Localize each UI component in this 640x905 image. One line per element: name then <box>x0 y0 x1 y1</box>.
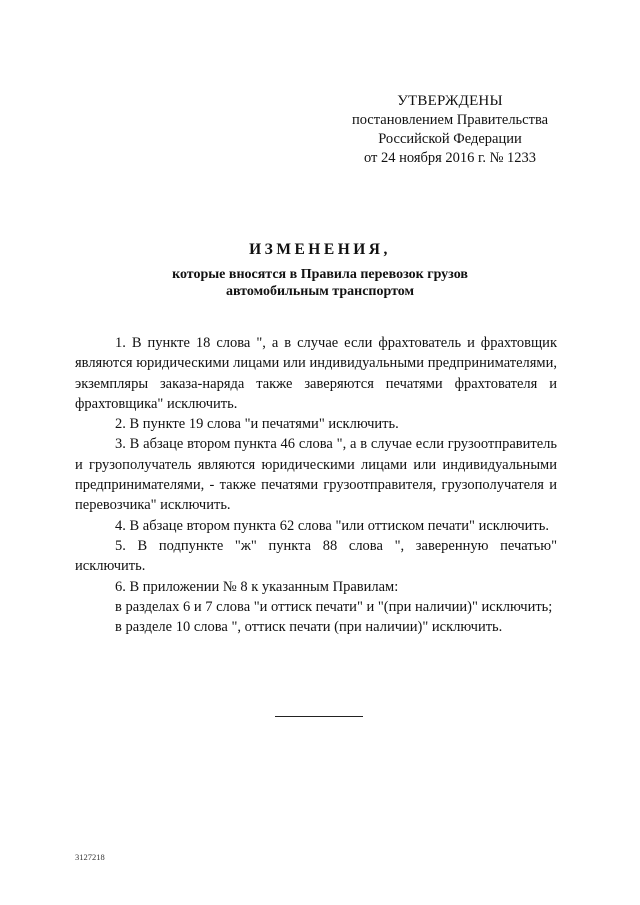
paragraph-6: 6. В приложении № 8 к указанным Правилам: <box>115 578 399 595</box>
approval-line-1: постановлением Правительства <box>351 112 549 128</box>
document-title-block <box>75 240 565 300</box>
approval-line-2: Российской Федерации <box>378 131 522 147</box>
subtitle-line-2: автомобильным транспортом <box>225 284 415 299</box>
end-separator-line <box>275 716 363 717</box>
document-title: ИЗМЕНЕНИЯ, <box>249 241 391 258</box>
paragraph-1: 1. В пункте 18 слова ", а в случае если фрахтователь и фрахтовщик являются юридическими лицами или индивидуальными предпринимателями, экземпляры заказа-наряда также заверяются печатями фрахтователя и фрахтовщика" исключить. <box>75 335 557 412</box>
approval-date-number: от 24 ноября 2016 г. № 1233 <box>363 150 537 166</box>
subtitle-line-1: которые вносятся в Правила перевозок грузов <box>172 267 468 282</box>
paragraph-3: 3. В абзаце втором пункта 46 слова ", а в случае если грузоотправитель и грузополучатель являются юридическими лицами или индивидуальными предпринимателями, - также печатями грузоотправителя, грузополучателя и перевозчика" исключить. <box>75 436 557 514</box>
paragraph-5: 5. В подпункте "ж" пункта 88 слова ", заверенную печатью" исключить. <box>75 537 557 575</box>
paragraph-2: 2. В пункте 19 слова "и печатями" исключить. <box>115 416 399 433</box>
paragraph-6-subitem-1: в разделах 6 и 7 слова "и оттиск печати" и "(при наличии)" исключить; <box>115 598 553 615</box>
paragraph-4: 4. В абзаце втором пункта 62 слова "или оттиском печати" исключить. <box>115 517 549 534</box>
paragraph-6-subitem-2: в разделе 10 слова ", оттиск печати (при наличии)" исключить. <box>115 619 503 636</box>
document-subtitle <box>75 266 565 300</box>
approval-heading: УТВЕРЖДЕНЫ <box>397 93 503 109</box>
approval-block <box>330 92 570 168</box>
document-body <box>75 333 557 637</box>
document-code: 3127218 <box>75 852 105 862</box>
